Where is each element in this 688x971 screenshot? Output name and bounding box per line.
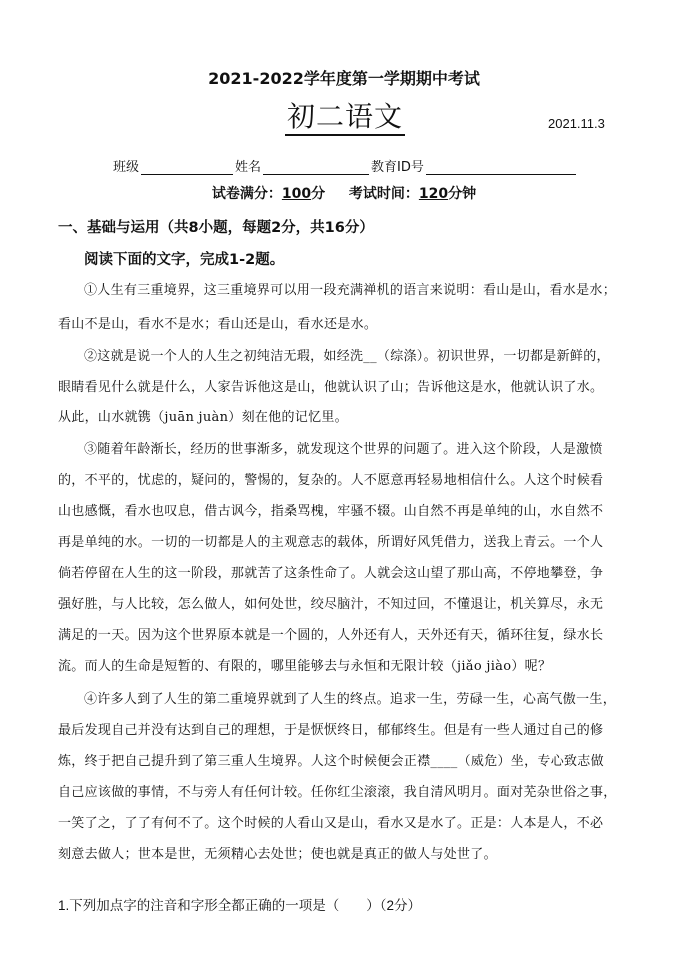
time-value: 120 <box>418 186 449 202</box>
score-time-row <box>0 183 688 203</box>
passage-line: ②这就是说一个人的人生之初纯洁无瑕，如经洗__（综涤）。初识世界，一切都是新鲜的， <box>84 349 610 364</box>
class-label: 班级 <box>113 160 140 175</box>
passage-line: 流。而人的生命是短暂的、有限的，哪里能够去与永恒和无限计较（jiǎo jiào）呢？ <box>58 659 552 674</box>
passage-line: ③随着年龄渐长，经历的世事渐多，就发现这个世界的问题了。进入这个阶段，人是激愤 <box>84 442 603 457</box>
student-info-row <box>113 156 578 175</box>
passage-line: 满足的一天。因为这个世界原本就是一个圆的，人外还有人，天外还有天，循环往复，绿水长 <box>58 628 604 643</box>
passage-line: 眼睛看见什么就是什么，人家告诉他这是山，他就认识了山；告诉他这是水，他就认识了水。 <box>58 380 604 395</box>
reading-instruction: 阅读下面的文字，完成1-2题。 <box>84 252 285 268</box>
passage-line: ①人生有三重境界，这三重境界可以用一段充满禅机的语言来说明：看山是山，看水是水； <box>84 283 617 298</box>
score-value: 100 <box>281 186 312 202</box>
passage-line: 看山不是山，看水不是水；看山还是山，看水还是水。 <box>58 317 378 332</box>
class-blank[interactable] <box>141 160 233 175</box>
subject-title: 初二语文 <box>285 100 405 136</box>
passage-line: 再是单纯的水。一切的一切都是人的主观意志的载体，所谓好风凭借力，送我上青云。一个人 <box>58 535 604 550</box>
score-label: 试卷满分： <box>211 186 282 202</box>
passage-line: ④许多人到了人生的第二重境界就到了人生的终点。追求一生，劳碌一生，心高气傲一生， <box>84 692 617 707</box>
passage-line: 倘若停留在人生的这一阶段，那就苦了这条性命了。人就会这山望了那山高，不停地攀登，争 <box>58 566 604 581</box>
id-blank[interactable] <box>426 160 576 175</box>
score-unit: 分 <box>311 186 326 202</box>
passage-line: 刻意去做人；世本是世，无须精心去处世；使也就是真正的做人与处世了。 <box>58 847 497 862</box>
passage-line: 一笑了之，了了有何不了。这个时候的人看山又是山，看水又是水了。正是：人本是人，不必 <box>58 816 604 831</box>
passage-line: 强好胜，与人比较，怎么做人，如何处世，绞尽脑汁，不知过回，不懂退让，机关算尽，永无 <box>58 597 604 612</box>
exam-title: 2021-2022学年度第一学期期中考试 <box>208 69 480 88</box>
passage-line: 自己应该做的事情，不与旁人有任何计较。任你红尘滚滚，我自清风明月。面对芜杂世俗之事， <box>58 785 617 800</box>
exam-date: 2021.11.3 <box>548 116 605 131</box>
id-label: 教育ID号 <box>371 160 424 175</box>
time-unit: 分钟 <box>448 186 477 202</box>
name-label: 姓名 <box>235 160 262 175</box>
question-1: 1.下列加点字的注音和字形全都正确的一项是（ ）（2分） <box>58 898 422 913</box>
name-blank[interactable] <box>263 160 369 175</box>
passage-line: 炼，终于把自己提升到了第三重人生境界。人这个时候便会正襟____（威危）坐，专心致志做 <box>58 754 604 769</box>
passage-line: 山也感慨，看水也叹息，借古讽今，指桑骂槐，牢骚不辍。山自然不再是单纯的山，水自然不 <box>58 504 604 519</box>
section-title: 一、基础与运用（共8小题，每题2分，共16分） <box>58 220 374 236</box>
passage-line: 的，不平的，忧虑的，疑问的，警惕的，复杂的。人不愿意再轻易地相信什么。人这个时候看 <box>58 473 604 488</box>
time-label: 考试时间： <box>348 186 419 202</box>
passage-line: 从此，山水就镌（juān juàn）刻在他的记忆里。 <box>58 410 348 425</box>
passage-line: 最后发现自己并没有达到自己的理想，于是恹恹终日，郁郁终生。但是有一些人通过自己的修 <box>58 723 604 738</box>
